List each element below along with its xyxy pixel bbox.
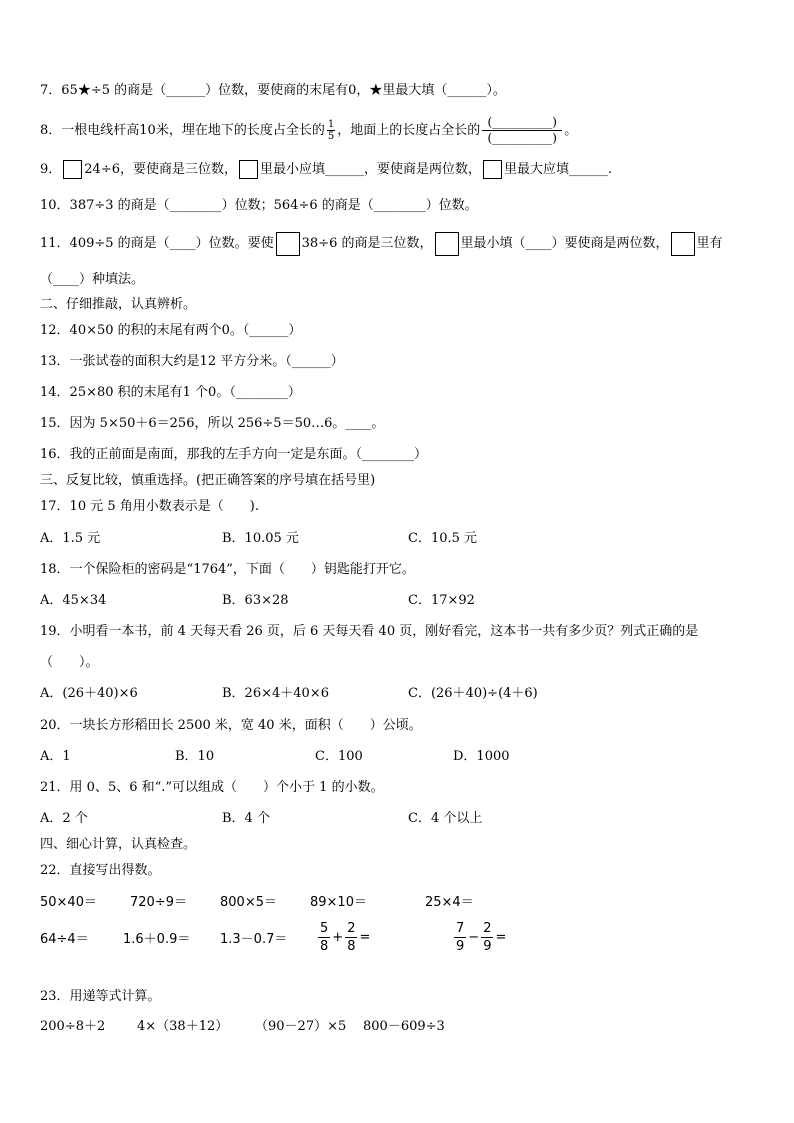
q9: 9． 24÷6，要使商是三位数， 里最小应填______，要使商是两位数， 里最大应填______. xyxy=(40,160,612,179)
q18-option-b[interactable]: B．63×28 xyxy=(222,593,289,608)
q19-option-b[interactable]: B．26×4＋40×6 xyxy=(222,686,329,701)
calc-item: 25×4＝ xyxy=(425,895,474,910)
q14: 14．25×80 积的末尾有1 个0。（________） xyxy=(40,385,301,400)
q21-option-c[interactable]: C．4 个以上 xyxy=(408,811,483,826)
blank-box[interactable] xyxy=(63,160,82,179)
q10: 10．387÷3 的商是（________）位数；564÷6 的商是（________）位数。 xyxy=(40,198,478,213)
fraction-one-fifth: $\frac{1}{5}$ xyxy=(327,119,335,142)
q21-option-a[interactable]: A．2 个 xyxy=(40,811,88,826)
q20-option-a[interactable]: A．1 xyxy=(40,749,71,764)
q21-option-b[interactable]: B．4 个 xyxy=(222,811,270,826)
q8: 8．一根电线杆高10米，埋在地下的长度占全长的 $\frac{1}{5}$ ，地面上的长度占全长的 $\frac{(\_\_\_\_\_\_\_\_\_\_)}{(\_\_\_\_\_\_\_\_\_\_)}$ 。 xyxy=(40,115,578,145)
q20-stem: 20．一块长方形稻田长 2500 米，宽 40 米，面积（ ）公顷。 xyxy=(40,718,422,733)
q21-stem: 21．用 0、5、6 和“.”可以组成（ ）个小于 1 的小数。 xyxy=(40,780,384,795)
blank-box[interactable] xyxy=(239,160,258,179)
calc-step-item: 200÷8＋2 xyxy=(40,1019,106,1034)
q17-option-a[interactable]: A．1.5 元 xyxy=(40,531,101,546)
blank-box[interactable] xyxy=(671,232,695,256)
blank-box[interactable] xyxy=(483,160,502,179)
calc-step-item: 800－609÷3 xyxy=(363,1019,445,1034)
q17-option-c[interactable]: C．10.5 元 xyxy=(408,531,478,546)
blank-box[interactable] xyxy=(276,232,300,256)
answer-fraction-blank[interactable]: $\frac{(\_\_\_\_\_\_\_\_\_\_)}{(\_\_\_\_\_\_\_\_\_\_)}$ xyxy=(482,115,562,146)
q16: 16．我的正前面是南面，那我的左手方向一定是东面。（________） xyxy=(40,447,428,462)
calc-item: 720÷9＝ xyxy=(130,895,187,910)
calc-step-item: （90－27）×5 xyxy=(255,1019,347,1034)
calc-item: 1.6＋0.9＝ xyxy=(123,932,191,947)
q13: 13．一张试卷的面积大约是12 平方分米。（______） xyxy=(40,354,344,369)
q11: 11．409÷5 的商是（____）位数。要使 38÷6 的商是三位数， 里最小填（____）要使商是两位数， 里有 xyxy=(40,232,723,256)
calc-item: 89×10＝ xyxy=(310,895,367,910)
calc-item: 1.3－0.7＝ xyxy=(220,932,288,947)
q11-line2: （____）种填法。 xyxy=(40,272,145,287)
q18-option-a[interactable]: A．45×34 xyxy=(40,593,107,608)
q20-option-d[interactable]: D．1000 xyxy=(453,749,510,764)
q22-stem: 22．直接写出得数。 xyxy=(40,863,161,878)
q17-stem: 17．10 元 5 角用小数表示是（ ). xyxy=(40,499,259,514)
q18-stem: 18．一个保险柜的密码是“1764”，下面（ ）钥匙能打开它。 xyxy=(40,562,415,577)
q19-stem-line2: （ ）。 xyxy=(40,655,99,670)
q20-option-b[interactable]: B．10 xyxy=(175,749,215,764)
section-3-heading: 三、反复比较，慎重选择。(把正确答案的序号填在括号里) xyxy=(40,473,376,488)
calc-fraction-difference: $\frac{7}{9}$ − $\frac{2}{9}$ = xyxy=(456,921,507,954)
q19-option-c[interactable]: C．(26＋40)÷(4＋6) xyxy=(408,686,538,701)
q23-stem: 23．用递等式计算。 xyxy=(40,989,161,1004)
section-4-heading: 四、细心计算，认真检查。 xyxy=(40,837,197,852)
q19-option-a[interactable]: A．(26＋40)×6 xyxy=(40,686,138,701)
q15: 15．因为 5×50＋6＝256，所以 256÷5＝50…6。____。 xyxy=(40,416,385,431)
q18-option-c[interactable]: C．17×92 xyxy=(408,593,475,608)
q12: 12．40×50 的积的末尾有两个0。（______） xyxy=(40,323,302,338)
q19-stem: 19．小明看一本书，前 4 天每天看 26 页，后 6 天每天看 40 页，刚好看完，这本书一共有多少页？列式正确的是 xyxy=(40,624,699,639)
blank-box[interactable] xyxy=(435,232,459,256)
section-2-heading: 二、仔细推敲，认真辨析。 xyxy=(40,297,197,312)
calc-item: 800×5＝ xyxy=(220,895,277,910)
calc-step-item: 4×（38＋12） xyxy=(137,1019,229,1034)
calc-item: 50×40＝ xyxy=(40,895,97,910)
q7: 7．65★÷5 的商是（______）位数，要使商的末尾有0，★里最大填（______）。 xyxy=(40,83,506,98)
q17-option-b[interactable]: B．10.05 元 xyxy=(222,531,299,546)
q20-option-c[interactable]: C．100 xyxy=(315,749,363,764)
calc-item: 64÷4＝ xyxy=(40,932,89,947)
calc-fraction-sum: $\frac{5}{8}$ + $\frac{2}{8}$ = xyxy=(320,921,371,954)
